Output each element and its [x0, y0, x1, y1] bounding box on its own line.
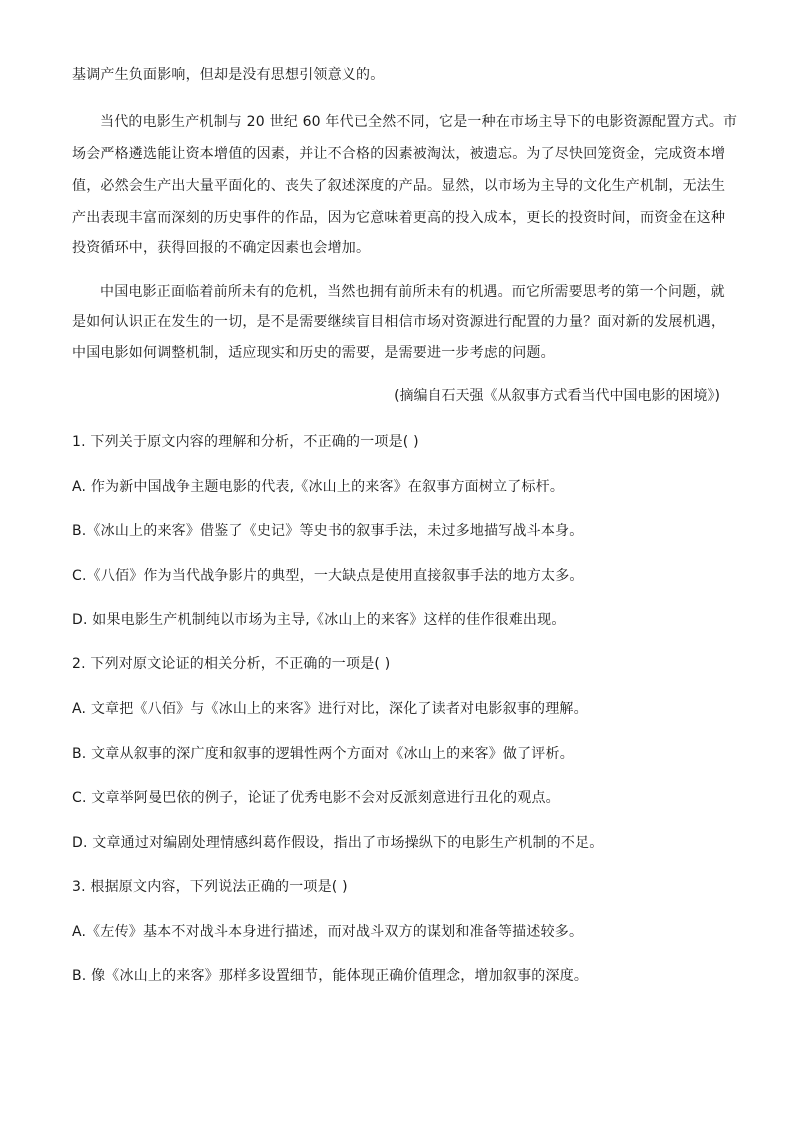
question-stem: 3. 根据原文内容，下列说法正确的一项是( ): [72, 879, 348, 895]
question-option: C.《八佰》作为当代战争影片的典型，一大缺点是使用直接叙事手法的地方太多。: [72, 568, 584, 584]
passage-line: 中国电影正面临着前所未有的危机，当然也拥有前所未有的机遇。而它所需要思考的第一个问题，就: [100, 284, 725, 300]
question-option: B.《冰山上的来客》借鉴了《史记》等史书的叙事手法，未过多地描写战斗本身。: [72, 523, 584, 539]
question-stem: 1. 下列关于原文内容的理解和分析，不正确的一项是( ): [72, 434, 419, 450]
question-stem: 2. 下列对原文论证的相关分析，不正确的一项是( ): [72, 656, 391, 672]
passage-line: 中国电影如何调整机制，适应现实和历史的需要，是需要进一步考虑的问题。: [72, 345, 555, 361]
question-option: A. 作为新中国战争主题电影的代表,《冰山上的来客》在叙事方面树立了标杆。: [72, 479, 565, 495]
passage-line: 投资循环中，获得回报的不确定因素也会增加。: [72, 240, 371, 256]
passage-line: 场会严格遴选能让资本增值的因素，并让不合格的因素被淘汰，被遗忘。为了尽快回笼资金，完成资本增: [72, 146, 726, 162]
passage-line: 值，必然会生产出大量平面化的、丧失了叙述深度的产品。显然，以市场为主导的文化生产机制，无法生: [72, 178, 726, 194]
question-option: C. 文章举阿曼巴依的例子，论证了优秀电影不会对反派刻意进行丑化的观点。: [72, 790, 560, 806]
passage-line: 产出表现丰富而深刻的历史事件的作品，因为它意味着更高的投入成本，更长的投资时间，而资金在这种: [72, 210, 726, 226]
question-option: B. 文章从叙事的深广度和叙事的逻辑性两个方面对《冰山上的来客》做了评析。: [72, 746, 574, 762]
question-option: D. 如果电影生产机制纯以市场为主导,《冰山上的来客》这样的佳作很难出现。: [72, 612, 566, 628]
question-option: A. 文章把《八佰》与《冰山上的来客》进行对比，深化了读者对电影叙事的理解。: [72, 701, 588, 717]
question-option: A.《左传》基本不对战斗本身进行描述，而对战斗双方的谋划和准备等描述较多。: [72, 924, 584, 940]
source-attribution: (摘编自石天强《从叙事方式看当代中国电影的困境》): [394, 388, 720, 404]
passage-line: 是如何认识正在发生的一切，是不是需要继续盲目相信市场对资源进行配置的力量？面对新的发展机遇，: [72, 314, 726, 330]
question-option: D. 文章通过对编剧处理情感纠葛作假设，指出了市场操纵下的电影生产机制的不足。: [72, 835, 604, 851]
question-option: B. 像《冰山上的来客》那样多设置细节，能体现正确价值理念，增加叙事的深度。: [72, 968, 589, 984]
passage-line: 当代的电影生产机制与 20 世纪 60 年代已全然不同，它是一种在市场主导下的电影资源配置方式。市: [100, 114, 738, 130]
passage-line: 基调产生负面影响，但却是没有思想引领意义的。: [72, 67, 385, 83]
